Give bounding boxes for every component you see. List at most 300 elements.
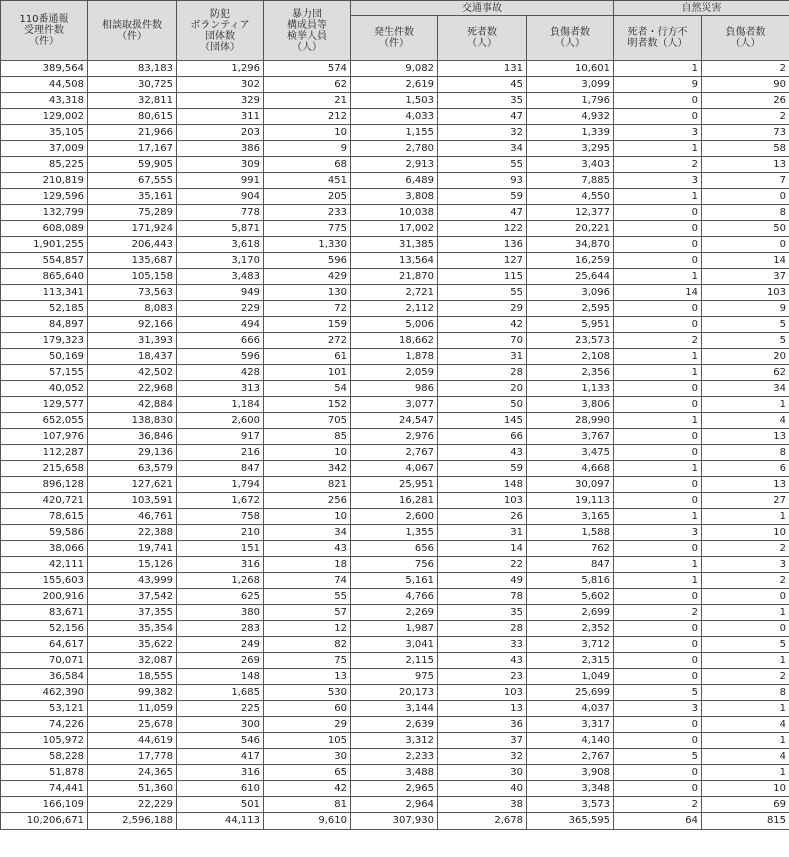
table-cell: 215,658 — [1, 461, 88, 477]
table-cell: 55 — [264, 589, 351, 605]
table-cell: 762 — [527, 541, 614, 557]
table-cell: 1,339 — [527, 125, 614, 141]
table-cell: 1,796 — [527, 93, 614, 109]
table-cell: 10,038 — [351, 205, 438, 221]
table-cell: 309 — [177, 157, 264, 173]
table-cell: 19,741 — [88, 541, 177, 557]
table-cell: 316 — [177, 765, 264, 781]
table-cell: 2,600 — [351, 509, 438, 525]
table-cell: 1 — [614, 269, 702, 285]
table-cell: 1 — [614, 573, 702, 589]
table-row — [1, 77, 789, 93]
table-cell: 5,161 — [351, 573, 438, 589]
table-cell: 2 — [702, 109, 789, 125]
table-row — [1, 781, 789, 797]
table-cell: 22,229 — [88, 797, 177, 813]
table-cell: 122 — [438, 221, 527, 237]
table-cell: 40 — [438, 781, 527, 797]
table-cell: 145 — [438, 413, 527, 429]
table-cell: 7 — [702, 173, 789, 189]
table-cell: 269 — [177, 653, 264, 669]
table-cell: 25,644 — [527, 269, 614, 285]
table-row — [1, 637, 789, 653]
table-cell: 43 — [438, 653, 527, 669]
table-cell: 148 — [438, 477, 527, 493]
table-row — [1, 477, 789, 493]
table-cell: 949 — [177, 285, 264, 301]
table-cell: 233 — [264, 205, 351, 221]
table-cell: 210 — [177, 525, 264, 541]
table-cell: 0 — [614, 429, 702, 445]
table-cell: 103 — [438, 493, 527, 509]
table-cell: 34 — [438, 141, 527, 157]
table-cell: 3 — [614, 701, 702, 717]
table-cell: 6 — [702, 461, 789, 477]
table-row — [1, 333, 789, 349]
table-row — [1, 573, 789, 589]
table-row — [1, 701, 789, 717]
table-row — [1, 589, 789, 605]
table-cell: 135,687 — [88, 253, 177, 269]
table-cell: 38 — [438, 797, 527, 813]
table-cell: 35,622 — [88, 637, 177, 653]
table-cell: 3,165 — [527, 509, 614, 525]
table-cell: 210,819 — [1, 173, 88, 189]
table-cell: 28,990 — [527, 413, 614, 429]
table-row — [1, 109, 789, 125]
table-cell: 200,916 — [1, 589, 88, 605]
table-cell: 138,830 — [88, 413, 177, 429]
table-cell: 49 — [438, 573, 527, 589]
table-cell: 17,002 — [351, 221, 438, 237]
table-cell: 27 — [702, 493, 789, 509]
table-cell: 171,924 — [88, 221, 177, 237]
table-cell: 46,761 — [88, 509, 177, 525]
table-cell: 3 — [614, 525, 702, 541]
header-gang-arrests: 暴力団 構成員等 検挙人員 （人） — [264, 1, 351, 61]
table-cell: 82 — [264, 637, 351, 653]
table-row — [1, 669, 789, 685]
table-cell: 74,226 — [1, 717, 88, 733]
table-row — [1, 733, 789, 749]
table-cell: 13 — [702, 157, 789, 173]
header-disaster-dead-missing: 死者・行方不 明者数（人） — [614, 16, 702, 61]
table-cell: 0 — [614, 301, 702, 317]
table-cell: 3,712 — [527, 637, 614, 653]
table-cell: 3,573 — [527, 797, 614, 813]
table-cell: 37,009 — [1, 141, 88, 157]
table-cell: 78,615 — [1, 509, 88, 525]
table-cell: 179,323 — [1, 333, 88, 349]
table-cell: 151 — [177, 541, 264, 557]
table-cell: 18 — [264, 557, 351, 573]
table-cell: 18,662 — [351, 333, 438, 349]
total-row — [1, 813, 789, 830]
table-cell: 4,140 — [527, 733, 614, 749]
table-cell: 73,563 — [88, 285, 177, 301]
table-row — [1, 141, 789, 157]
table-cell: 22,968 — [88, 381, 177, 397]
table-cell: 0 — [614, 669, 702, 685]
table-cell: 2,596,188 — [88, 813, 177, 830]
table-cell: 136 — [438, 237, 527, 253]
table-cell: 501 — [177, 797, 264, 813]
table-row — [1, 173, 789, 189]
table-cell: 329 — [177, 93, 264, 109]
table-cell: 1,133 — [527, 381, 614, 397]
table-cell: 64,617 — [1, 637, 88, 653]
header-traffic-cases: 発生件数 （件） — [351, 16, 438, 61]
table-cell: 1 — [614, 413, 702, 429]
table-cell: 30,097 — [527, 477, 614, 493]
table-cell: 25,678 — [88, 717, 177, 733]
table-cell: 1 — [702, 397, 789, 413]
table-cell: 656 — [351, 541, 438, 557]
table-cell: 63,579 — [88, 461, 177, 477]
table-cell: 44,113 — [177, 813, 264, 830]
table-cell: 15,126 — [88, 557, 177, 573]
table-cell: 55 — [438, 285, 527, 301]
table-row — [1, 93, 789, 109]
table-cell: 0 — [702, 589, 789, 605]
table-row — [1, 493, 789, 509]
table-cell: 130 — [264, 285, 351, 301]
table-cell: 19,113 — [527, 493, 614, 509]
table-cell: 0 — [614, 397, 702, 413]
table-row — [1, 61, 789, 77]
table-cell: 159 — [264, 317, 351, 333]
table-cell: 428 — [177, 365, 264, 381]
table-cell: 148 — [177, 669, 264, 685]
table-cell: 3,348 — [527, 781, 614, 797]
table-cell: 4 — [702, 717, 789, 733]
table-cell: 2 — [702, 669, 789, 685]
table-cell: 3,403 — [527, 157, 614, 173]
table-cell: 1 — [702, 765, 789, 781]
table-row — [1, 205, 789, 221]
table-cell: 2 — [702, 61, 789, 77]
table-cell: 18,555 — [88, 669, 177, 685]
table-cell: 57,155 — [1, 365, 88, 381]
table-cell: 302 — [177, 77, 264, 93]
table-cell: 316 — [177, 557, 264, 573]
table-cell: 10 — [702, 525, 789, 541]
table-cell: 21,870 — [351, 269, 438, 285]
table-cell: 43,999 — [88, 573, 177, 589]
table-cell: 10,601 — [527, 61, 614, 77]
table-row — [1, 749, 789, 765]
table-cell: 610 — [177, 781, 264, 797]
table-cell: 37,542 — [88, 589, 177, 605]
table-row — [1, 157, 789, 173]
table-cell: 596 — [264, 253, 351, 269]
table-cell: 2,600 — [177, 413, 264, 429]
table-cell: 57 — [264, 605, 351, 621]
table-cell: 0 — [614, 253, 702, 269]
table-cell: 64 — [614, 813, 702, 830]
table-cell: 30 — [438, 765, 527, 781]
table-cell: 84,897 — [1, 317, 88, 333]
table-cell: 36,846 — [88, 429, 177, 445]
table-cell: 35,161 — [88, 189, 177, 205]
table-cell: 206,443 — [88, 237, 177, 253]
table-cell: 74 — [264, 573, 351, 589]
table-cell: 17,167 — [88, 141, 177, 157]
table-cell: 9 — [614, 77, 702, 93]
table-cell: 2,595 — [527, 301, 614, 317]
table-cell: 2,233 — [351, 749, 438, 765]
table-cell: 0 — [614, 477, 702, 493]
table-cell: 530 — [264, 685, 351, 701]
table-cell: 29 — [438, 301, 527, 317]
table-cell: 0 — [614, 781, 702, 797]
table-cell: 3,808 — [351, 189, 438, 205]
table-cell: 83,671 — [1, 605, 88, 621]
table-cell: 917 — [177, 429, 264, 445]
table-cell: 307,930 — [351, 813, 438, 830]
table-cell: 16,259 — [527, 253, 614, 269]
table-cell: 11,059 — [88, 701, 177, 717]
table-cell: 2,112 — [351, 301, 438, 317]
table-cell: 99,382 — [88, 685, 177, 701]
table-cell: 2,356 — [527, 365, 614, 381]
table-cell: 5 — [614, 685, 702, 701]
table-cell: 61 — [264, 349, 351, 365]
table-cell: 14 — [614, 285, 702, 301]
table-row — [1, 365, 789, 381]
table-cell: 229 — [177, 301, 264, 317]
table-cell: 2,780 — [351, 141, 438, 157]
table-cell: 5,951 — [527, 317, 614, 333]
table-cell: 32,087 — [88, 653, 177, 669]
table-cell: 51,878 — [1, 765, 88, 781]
table-cell: 554,857 — [1, 253, 88, 269]
table-cell: 67,555 — [88, 173, 177, 189]
table-cell: 1 — [702, 733, 789, 749]
table-cell: 1,296 — [177, 61, 264, 77]
table-row — [1, 397, 789, 413]
table-cell: 47 — [438, 205, 527, 221]
table-cell: 28 — [438, 621, 527, 637]
table-cell: 2 — [702, 541, 789, 557]
table-cell: 0 — [614, 621, 702, 637]
table-cell: 451 — [264, 173, 351, 189]
table-cell: 70 — [438, 333, 527, 349]
table-cell: 3,618 — [177, 237, 264, 253]
table-cell: 103 — [702, 285, 789, 301]
table-cell: 5 — [702, 637, 789, 653]
table-cell: 31,393 — [88, 333, 177, 349]
table-cell: 1,901,255 — [1, 237, 88, 253]
table-cell: 1,878 — [351, 349, 438, 365]
table-cell: 58 — [702, 141, 789, 157]
table-cell: 313 — [177, 381, 264, 397]
table-cell: 105 — [264, 733, 351, 749]
table-cell: 3,908 — [527, 765, 614, 781]
table-cell: 0 — [614, 317, 702, 333]
table-cell: 705 — [264, 413, 351, 429]
table-cell: 225 — [177, 701, 264, 717]
table-cell: 1,268 — [177, 573, 264, 589]
table-cell: 775 — [264, 221, 351, 237]
table-cell: 0 — [614, 221, 702, 237]
table-cell: 991 — [177, 173, 264, 189]
table-cell: 44,508 — [1, 77, 88, 93]
table-cell: 5,871 — [177, 221, 264, 237]
table-cell: 36,584 — [1, 669, 88, 685]
table-cell: 42,502 — [88, 365, 177, 381]
table-cell: 40,052 — [1, 381, 88, 397]
table-cell: 5,816 — [527, 573, 614, 589]
header-traffic-accidents: 交通事故 — [351, 1, 614, 16]
table-cell: 0 — [702, 189, 789, 205]
table-cell: 608,089 — [1, 221, 88, 237]
table-cell: 8 — [702, 205, 789, 221]
table-cell: 30 — [264, 749, 351, 765]
table-cell: 129,596 — [1, 189, 88, 205]
header-traffic-injured: 負傷者数 （人） — [527, 16, 614, 61]
table-cell: 272 — [264, 333, 351, 349]
table-cell: 60 — [264, 701, 351, 717]
table-cell: 758 — [177, 509, 264, 525]
table-cell: 3,144 — [351, 701, 438, 717]
table-cell: 1,588 — [527, 525, 614, 541]
table-cell: 2,108 — [527, 349, 614, 365]
table-row — [1, 189, 789, 205]
table-cell: 2,699 — [527, 605, 614, 621]
table-cell: 152 — [264, 397, 351, 413]
table-row — [1, 621, 789, 637]
table-cell: 16,281 — [351, 493, 438, 509]
table-cell: 74,441 — [1, 781, 88, 797]
table-cell: 65 — [264, 765, 351, 781]
table-cell: 3,767 — [527, 429, 614, 445]
table-cell: 2,767 — [527, 749, 614, 765]
table-cell: 32 — [438, 125, 527, 141]
table-cell: 0 — [614, 237, 702, 253]
table-row — [1, 381, 789, 397]
table-cell: 3,295 — [527, 141, 614, 157]
table-cell: 25,699 — [527, 685, 614, 701]
table-cell: 0 — [614, 717, 702, 733]
table-cell: 1 — [614, 189, 702, 205]
table-cell: 3 — [614, 125, 702, 141]
table-cell: 815 — [702, 813, 789, 830]
table-cell: 35,354 — [88, 621, 177, 637]
table-cell: 51,360 — [88, 781, 177, 797]
table-cell: 2,115 — [351, 653, 438, 669]
table-cell: 10 — [702, 781, 789, 797]
table-cell: 756 — [351, 557, 438, 573]
table-cell: 1,685 — [177, 685, 264, 701]
table-cell: 73 — [702, 125, 789, 141]
table-cell: 44,619 — [88, 733, 177, 749]
table-cell: 59 — [438, 189, 527, 205]
table-cell: 37 — [702, 269, 789, 285]
table-cell: 80,615 — [88, 109, 177, 125]
table-cell: 986 — [351, 381, 438, 397]
table-row — [1, 253, 789, 269]
table-row — [1, 317, 789, 333]
table-cell: 42 — [264, 781, 351, 797]
table-cell: 42,111 — [1, 557, 88, 573]
table-cell: 66 — [438, 429, 527, 445]
table-cell: 1,503 — [351, 93, 438, 109]
table-cell: 0 — [614, 637, 702, 653]
table-cell: 0 — [614, 205, 702, 221]
table-row — [1, 653, 789, 669]
header-disaster-injured: 負傷者数 （人） — [702, 16, 789, 61]
table-cell: 35,105 — [1, 125, 88, 141]
table-cell: 0 — [614, 733, 702, 749]
table-cell: 5 — [702, 317, 789, 333]
table-cell: 17,778 — [88, 749, 177, 765]
table-cell: 1 — [614, 61, 702, 77]
table-cell: 2,913 — [351, 157, 438, 173]
table-cell: 300 — [177, 717, 264, 733]
table-cell: 112,287 — [1, 445, 88, 461]
table-cell: 311 — [177, 109, 264, 125]
table-cell: 4,932 — [527, 109, 614, 125]
table-cell: 54 — [264, 381, 351, 397]
table-cell: 7,885 — [527, 173, 614, 189]
table-cell: 4,668 — [527, 461, 614, 477]
table-cell: 3,041 — [351, 637, 438, 653]
table-cell: 4,766 — [351, 589, 438, 605]
table-cell: 22,388 — [88, 525, 177, 541]
table-cell: 342 — [264, 461, 351, 477]
table-cell: 20 — [702, 349, 789, 365]
table-row — [1, 413, 789, 429]
table-cell: 2,965 — [351, 781, 438, 797]
table-cell: 83,183 — [88, 61, 177, 77]
table-cell: 9 — [702, 301, 789, 317]
table-cell: 29 — [264, 717, 351, 733]
table-cell: 1 — [702, 605, 789, 621]
table-cell: 26 — [438, 509, 527, 525]
table-row — [1, 797, 789, 813]
table-cell: 101 — [264, 365, 351, 381]
table-cell: 1 — [614, 509, 702, 525]
table-row — [1, 237, 789, 253]
table-cell: 107,976 — [1, 429, 88, 445]
table-cell: 85,225 — [1, 157, 88, 173]
table-cell: 59,586 — [1, 525, 88, 541]
table-row — [1, 509, 789, 525]
table-cell: 5,006 — [351, 317, 438, 333]
table-cell: 85 — [264, 429, 351, 445]
table-row — [1, 685, 789, 701]
table-cell: 75 — [264, 653, 351, 669]
table-cell: 2 — [702, 573, 789, 589]
table-cell: 92,166 — [88, 317, 177, 333]
table-cell: 72 — [264, 301, 351, 317]
table-cell: 23,573 — [527, 333, 614, 349]
table-row — [1, 301, 789, 317]
table-cell: 0 — [702, 237, 789, 253]
table-cell: 103,591 — [88, 493, 177, 509]
table-header — [1, 1, 789, 61]
table-cell: 13 — [264, 669, 351, 685]
table-cell: 3,099 — [527, 77, 614, 93]
table-cell: 8,083 — [88, 301, 177, 317]
table-cell: 216 — [177, 445, 264, 461]
table-cell: 68 — [264, 157, 351, 173]
table-cell: 8 — [702, 685, 789, 701]
table-cell: 2,059 — [351, 365, 438, 381]
table-cell: 14 — [702, 253, 789, 269]
table-cell: 5 — [614, 749, 702, 765]
